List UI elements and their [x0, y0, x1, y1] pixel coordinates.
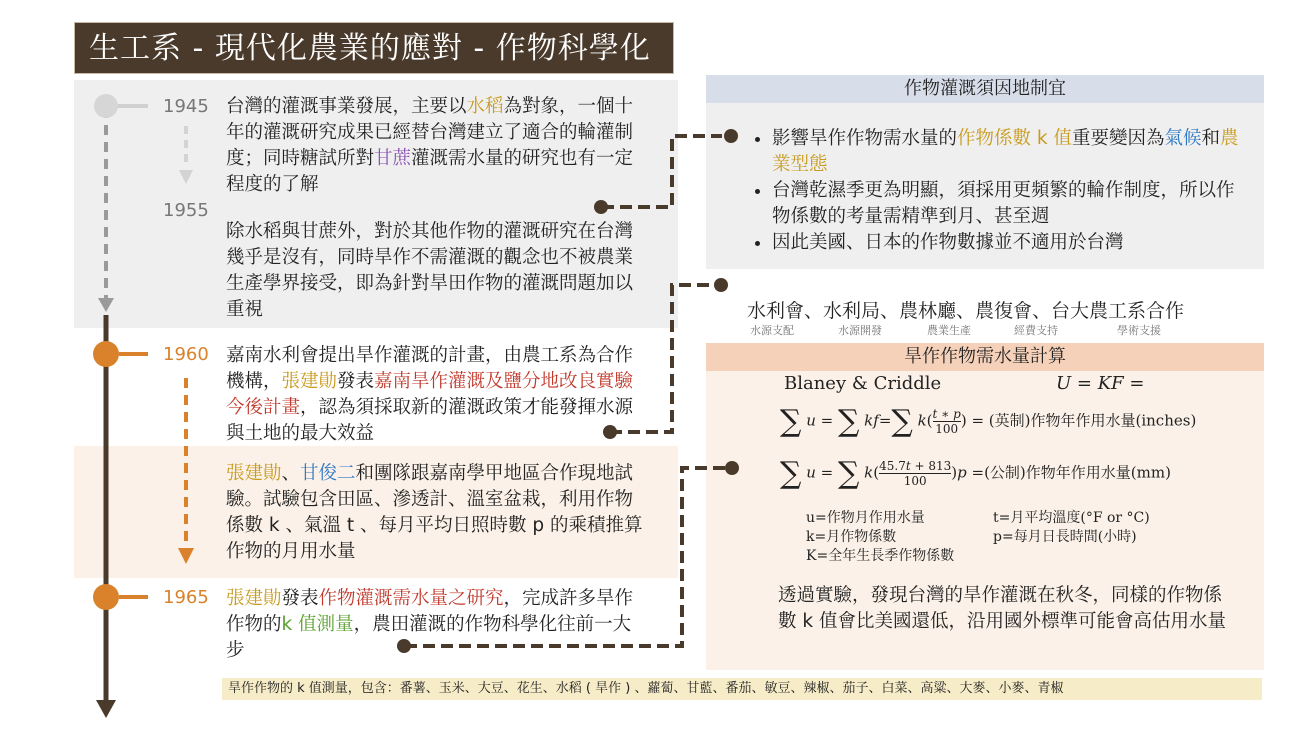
def-k: k=月作物係數	[806, 529, 897, 545]
agency-sub-4: 經費支持	[1014, 324, 1058, 337]
text-1955: 除水稻與甘蔗外，對於其他作物的灌溉研究在台灣幾乎是沒有，同時旱作不需灌溉的觀念也不被農業生產學界接受，即為針對旱田作物的灌溉問題加以重視	[226, 221, 634, 320]
conclusion-text: 透過實驗，發現台灣的旱作灌溉在秋冬，同樣的作物係數 k 值會比美國還低，沿用國外標準可能會高估用水量	[778, 585, 1226, 632]
p3-a: 嘉南水利會提出旱作灌溉的計畫，由農工系為合作機構，	[226, 345, 634, 392]
p1-sugarcane: 甘蔗	[374, 148, 412, 169]
bullet-2: • 台灣乾濕季更為明顯，須採用更頻繁的輪作制度，所以作物係數的考量需精準到月、甚至週	[772, 178, 1252, 230]
formula-imperial-tail: = (英制)作物年作用水量(inches)	[971, 411, 1197, 430]
p3-e: ，認為須採取新的灌溉政策才能發揮水源與土地的最大效益	[226, 397, 634, 444]
method-name: Blaney & Criddle	[784, 373, 942, 394]
agency-sub-2: 水源開發	[838, 324, 882, 337]
p1-c: 為對象，一個十年的灌溉研究成果已經替台灣建立了適合的輪灌制度；同時糖試所對	[226, 96, 634, 169]
b1-e: 和	[1201, 128, 1221, 149]
year-1960: 1960	[163, 344, 209, 365]
b1-agri: 農業型態	[772, 128, 1239, 175]
bullet-3: • 因此美國、日本的作物數據並不適用於台灣	[772, 230, 1252, 256]
p1-a: 台灣的灌溉事業發展，主要以	[226, 96, 467, 117]
p5-b: 發表	[281, 588, 319, 609]
p5-kvalue: k 值測量	[281, 614, 354, 635]
p1-rice: 水稻	[466, 96, 504, 117]
year-1965: 1965	[163, 587, 209, 608]
formula-imperial: ∑ u = ∑ kf=∑ k( $\frac{t ∗ p}{100}$ ) = (英制)作物年作用水量(inches)	[780, 404, 1197, 439]
p5-person: 張建勛	[226, 588, 282, 609]
def-u: u=作物月作用水量	[806, 510, 925, 526]
formula-metric: ∑ u = ∑ k( $\frac{45.7t + 813}{100}$ )p =(公制)作物年作用水量(mm)	[780, 456, 1171, 491]
p4-sep: 、	[281, 463, 301, 484]
def-t: t=月平均溫度(°F or °C)	[993, 510, 1150, 526]
b1-climate: 氣候	[1164, 128, 1202, 149]
agency-sub-3: 農業生產	[927, 324, 971, 337]
agency-sub-5: 學術支援	[1117, 324, 1161, 337]
bullet-list	[752, 126, 1252, 256]
agency-sub-1: 水源支配	[750, 324, 794, 337]
header-local-irrigation: 作物灌溉須因地制宜	[706, 75, 1264, 103]
ukf-formula: U = KF =	[1056, 373, 1145, 394]
b1-c: 重要變因為	[1072, 128, 1165, 149]
p4-d: 和團隊跟嘉南學甲地區合作現地試驗。試驗包含田區、滲透計、溫室盆栽，利用作物係數 k 、氣溫 t 、每月平均日照時數 p 的乘積推算作物的月用水量	[226, 463, 643, 562]
p1-e: 灌溉需水量的研究也有一定程度的了解	[226, 148, 634, 195]
text-1965	[226, 586, 646, 664]
p3-plan: 嘉南旱作灌溉及鹽分地改良實驗今後計畫	[226, 371, 634, 418]
b1-a: 影響旱作作物需水量的	[772, 128, 958, 149]
year-1945: 1945	[163, 96, 209, 117]
year-1955: 1955	[163, 200, 209, 221]
bullet-1	[772, 126, 1252, 178]
p5-f: ，農田灌溉的作物科學化往前一大步	[226, 614, 632, 661]
p3-c: 發表	[337, 371, 375, 392]
p3-person: 張建勛	[281, 371, 338, 392]
footer-crops: 旱作作物的 k 值測量，包含：番薯、玉米、大豆、花生、水稻 ( 旱作 ) 、蘿蔔、甘藍、番茄、敏豆、辣椒、茄子、白菜、高粱、大麥、小麥、青椒	[222, 678, 1262, 700]
text-1945	[226, 94, 646, 198]
p5-study: 作物灌溉需水量之研究	[318, 588, 504, 609]
b1-k: 作物係數 k 值	[957, 128, 1072, 149]
page-title: 生工系 - 現代化農業的應對 - 作物科學化	[74, 22, 674, 74]
header-water-calc: 旱作作物需水量計算	[706, 343, 1264, 371]
formula-metric-tail: =(公制)作物年作用水量(mm)	[971, 463, 1171, 482]
agencies-line: 水利會、水利局、農林廳、農復會、台大農工系合作	[747, 300, 1185, 322]
p4-person2: 甘俊二	[300, 463, 356, 484]
p5-d: ，完成許多旱作作物的	[226, 588, 634, 635]
p4-person1: 張建勛	[226, 463, 282, 484]
text-field-trial	[226, 461, 646, 565]
text-1960	[226, 343, 646, 447]
def-p: p=每月日長時間(小時)	[993, 529, 1137, 545]
def-K: K=全年生長季作物係數	[806, 548, 955, 564]
